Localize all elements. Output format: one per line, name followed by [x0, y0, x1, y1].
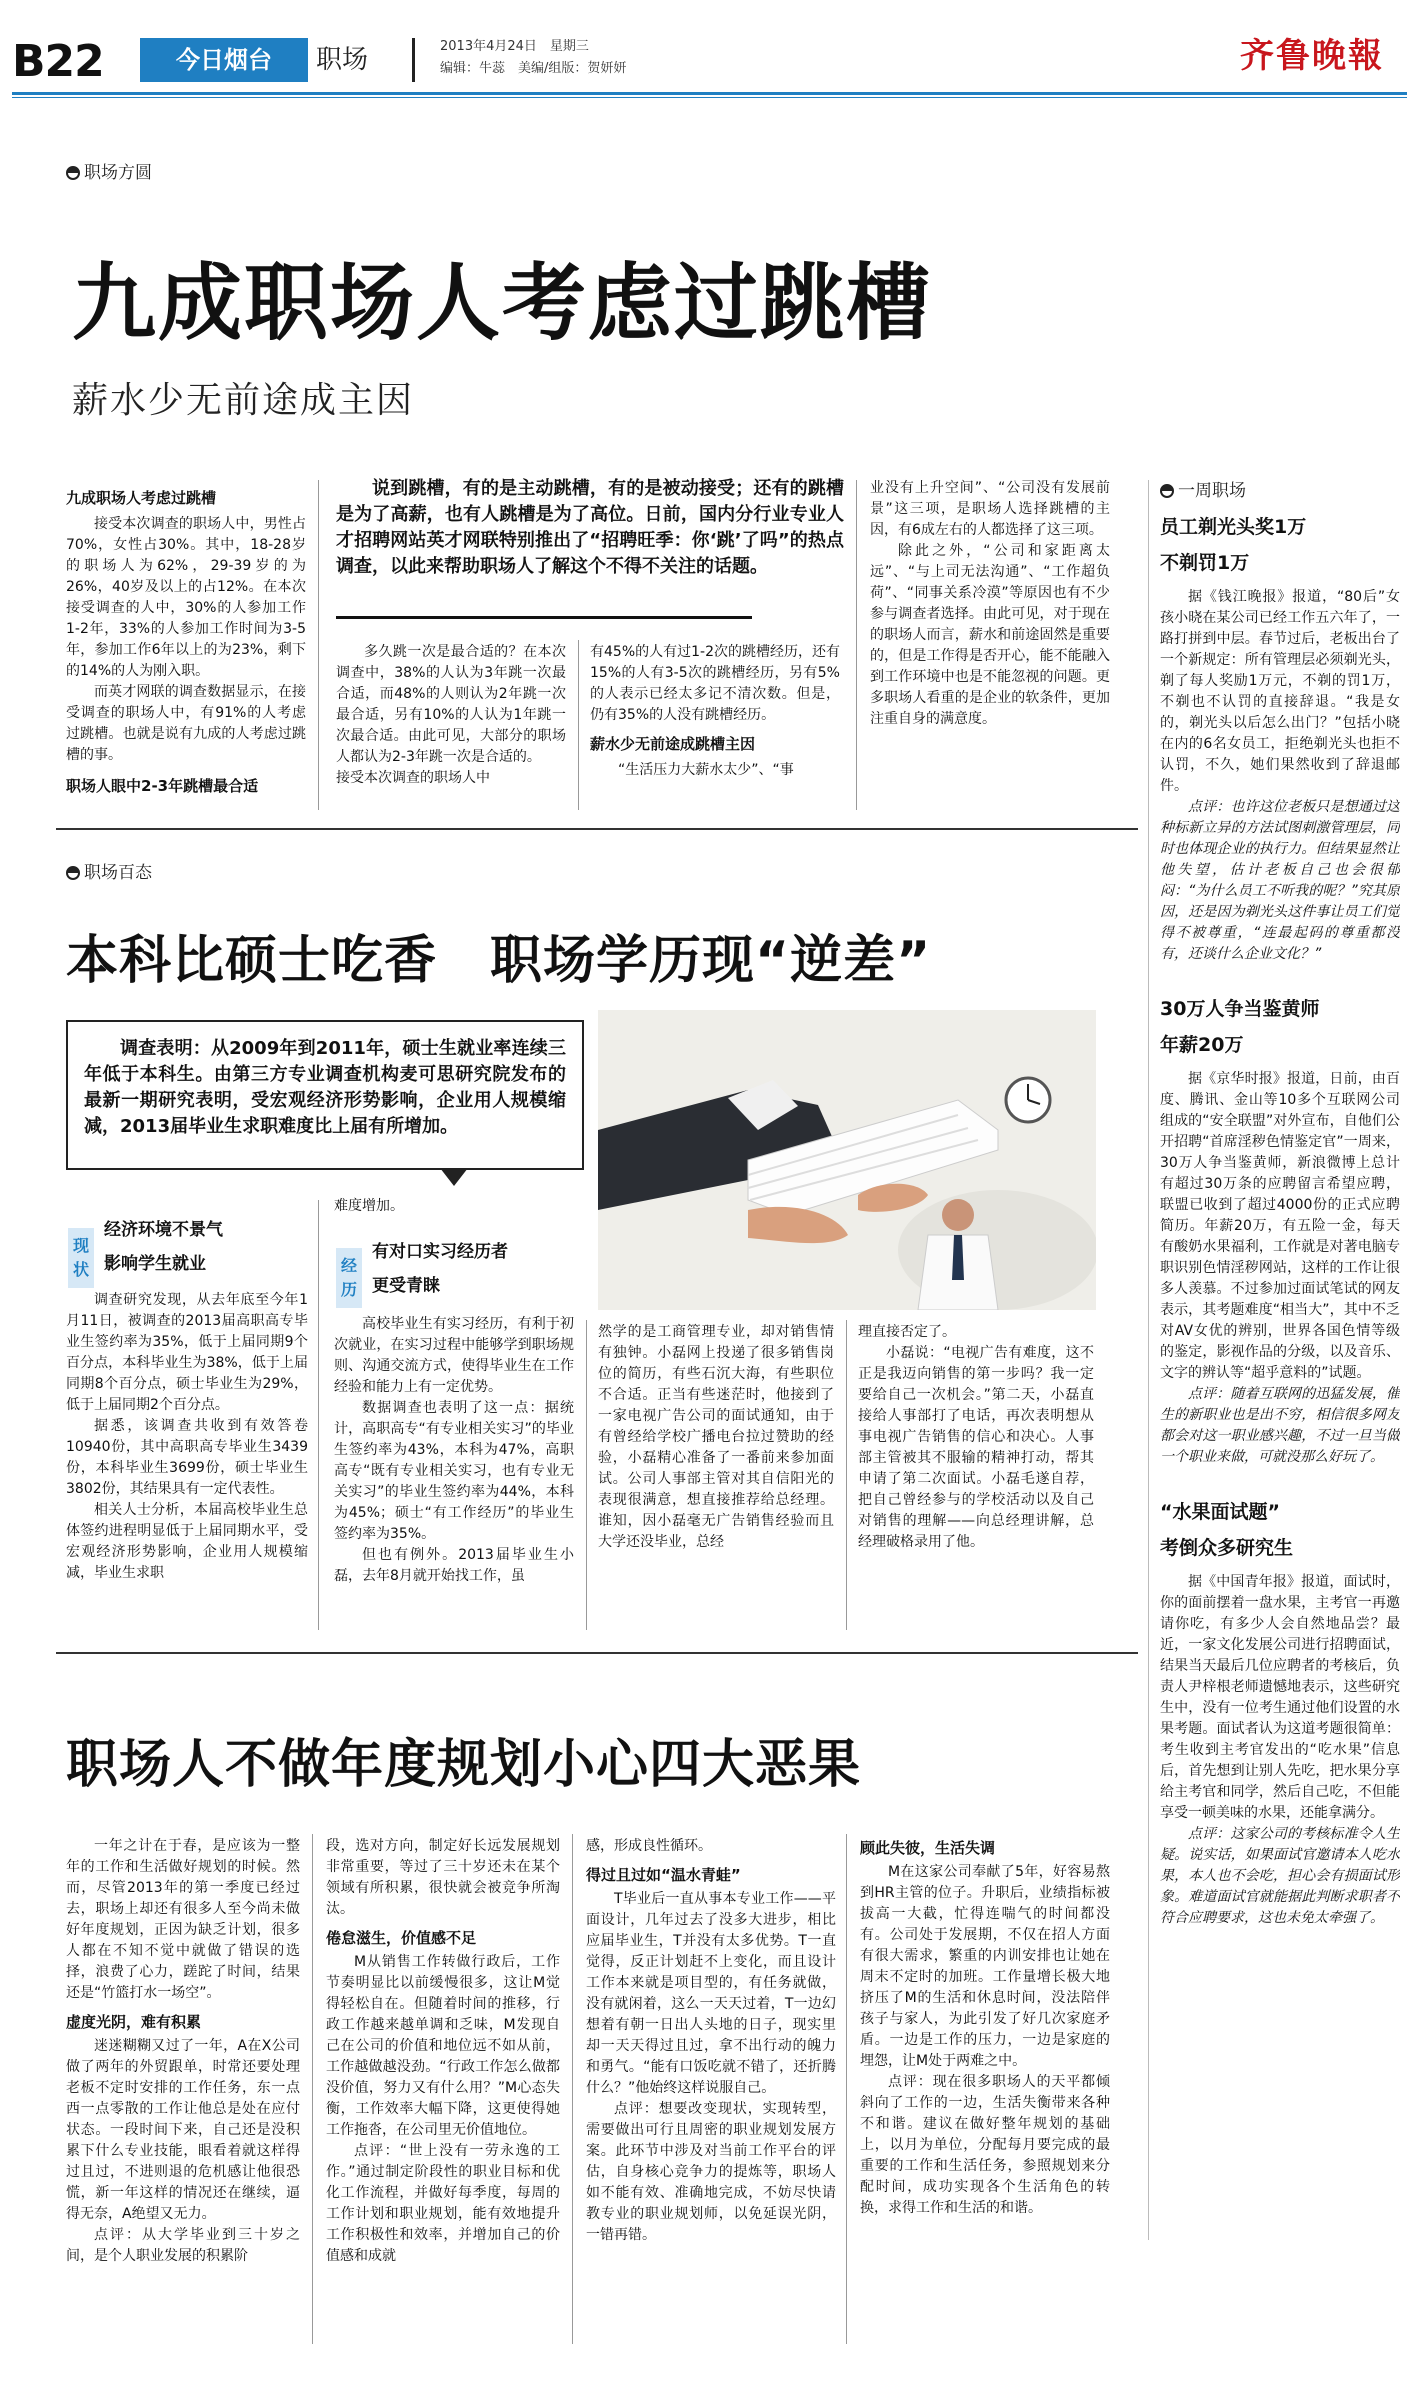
sidebar-note: 点评：也许这位老板只是想通过这种标新立异的方法试图刺激管理层，同时也体现企业的执行力。但结果显然让他失望，估计老板自己也会很郁闷：“为什么员工不听我的呢？”究其原因，还是因为剃光头这件事让员工们觉得不被尊重，“连最起码的尊重都没有，还谈什么企业文化？” [1160, 799, 1400, 962]
sidebar-title-1b: 不剃罚1万 [1160, 552, 1250, 574]
art3-head-1: 虚度光阴，难有积累 [66, 2013, 202, 2031]
art3-column-3 [586, 1836, 836, 2246]
art1-column-3 [590, 642, 840, 781]
column-rule [318, 1200, 319, 1630]
art2-para: 但也有例外。2013届毕业生小磊，去年8月就开始找工作，虽 [334, 1547, 574, 1584]
art2-col2-top: 难度增加。 [334, 1198, 404, 1214]
art3-note: 点评：从大学毕业到三十岁之间，是个人职业发展的积累阶 [66, 2227, 300, 2264]
sidebar-title-2a: 30万人争当鉴黄师 [1160, 998, 1320, 1020]
art1-lead: 说到跳槽，有的是主动跳槽，有的是被动接受；还有的跳槽是为了高薪，也有人跳槽是为了高位。日前，国内分行业专业人才招聘网站英才网联特别推出了“招聘旺季：你‘跳’了吗”的热点调查，以此来帮助职场人了解这个不得不关注的话题。 [336, 478, 844, 577]
sidebar-rule [1148, 480, 1149, 2240]
art2-subhead-1b: 影响学生就业 [104, 1254, 206, 1274]
editor-line: 编辑：牛蕊 美编/组版：贺妍妍 [440, 61, 627, 76]
date-line: 2013年4月24日 星期三 [440, 39, 589, 54]
column-rule [312, 1834, 313, 2344]
art3-para: T毕业后一直从事本专业工作——平面设计，几年过去了没多大进步，相比应届毕业生，T并没有太多优势。T一直觉得，反正计划赶不上变化，而且设计工作本来就是项目型的，有任务就做，没有就闲着，这么一天天过着，T一边幻想着有朝一日出人头地的日子，现实里却一天天得过且过，拿不出行动的魄力和勇气。“能有口饭吃就不错了，还折腾什么？”他始终这样说服自己。 [586, 1891, 836, 2096]
art2-para: 调查研究发现，从去年底至今年1月11日，被调查的2013届高职高专毕业生签约率为35%，低于上届同期9个百分点，本科毕业生为38%，低于上届同期8个百分点，硕士毕业生为29%，低于上届同期2个百分点。 [66, 1292, 308, 1413]
sidebar-note: 点评：这家公司的考核标准令人生疑。说实话，如果面试官邀请本人吃水果，本人也不会吃，担心会有损面试形象。难道面试官就能据此判断求职者不符合应聘要求，这也未免太牵强了。 [1160, 1826, 1400, 1926]
art1-head-2: 职场人眼中2-3年跳槽最合适 [66, 777, 259, 795]
column-bullet-icon [1160, 484, 1174, 498]
column-label-1: 职场方圆 [66, 158, 152, 183]
headline-3: 职场人不做年度规划小心四大恶果 [66, 1735, 862, 1795]
art3-column-2 [326, 1836, 560, 2267]
art3-para: 一年之计在于春，是应该为一整年的工作和生活做好规划的时候。然而，尽管2013年的第一季度已经过去，职场上却还有很多人至今尚未做好年度规划，正因为缺乏计划，很多人都在不知不觉中就做了错误的选择，浪费了心力，蹉跎了时间，结果还是“竹篮打水一场空”。 [66, 1838, 300, 2001]
art2-subhead-2b: 更受青睐 [372, 1276, 440, 1296]
art1-column-1 [66, 486, 306, 798]
sidebar-para: 据《钱江晚报》报道，“80后”女孩小晓在某公司已经工作五六年了，一路打拼到中层。春节过后，老板出台了一个新规定：所有管理层必须剃光头，剃了每人奖励1万元，不剃的罚1万，不剃也不认罚的直接辞退。“我是女的，剃光头以后怎么出门？”包括小晓在内的6名女员工，拒绝剃光头也拒不认罚，不久，她们果然收到了辞退邮件。 [1160, 589, 1400, 794]
sidebar-title-2b: 年薪20万 [1160, 1034, 1244, 1056]
art3-para: 段，选对方向，制定好长远发展规划非常重要，等过了三十岁还未在某个领域有所积累，很快就会被竞争所淘汰。 [326, 1838, 560, 1917]
column-rule [586, 1320, 587, 1630]
header-meta [440, 36, 626, 80]
art2-para: 理直接否定了。 [858, 1324, 956, 1340]
art2-subhead-1a: 经济环境不景气 [104, 1220, 223, 1240]
art2-column-1 [66, 1290, 308, 1584]
column-rule [578, 640, 579, 810]
sidebar-para: 据《京华时报》报道，日前，由百度、腾讯、金山等10多个互联网公司组成的“安全联盟”对外宣布，自他们公开招聘“首席淫秽色情鉴定官”一周来，30万人争当鉴黄师，新浪微博上总计有超过30万条的应聘留言希望应聘，联盟已收到了超过4000份的正式应聘简历。年薪20万，有五险一金，每天有酸奶水果福利，工作就是对著电脑专职识别色情淫秽网站，这样的工作让很多人羡慕。不过参加过面试笔试的网友表示，其考题难度“相当大”，其中不乏对AV女优的辨别，世界各国色情等级的鉴定，影视作品的分级，以及音乐、文字的辨认等“超乎意料的”试题。 [1160, 1071, 1400, 1381]
art2-column-2 [334, 1314, 574, 1587]
page-number: B22 [12, 36, 104, 87]
art3-head-4: 顾此失彼，生活失调 [860, 1839, 996, 1857]
section-name: 职场 [316, 45, 369, 75]
art3-para: 迷迷糊糊又过了一年，A在X公司做了两年的外贸跟单，时常还要处理老板不定时安排的工作任务，东一点西一点零散的工作让他总是处在应付状态。一段时间下来，自己还是没积累下什么专业技能，眼看着就这样得过且过，不进则退的危机感让他很恐慌，新一年这样的情况还在继续，逼得无奈，A绝望又无力。 [66, 2038, 300, 2222]
tag-status: 现状 [68, 1228, 94, 1288]
header-rule-thin [12, 97, 1407, 98]
art1-head-3: 薪水少无前途成跳槽主因 [590, 735, 756, 753]
headline-2: 本科比硕士吃香 职场学历现“逆差” [66, 931, 932, 991]
subheadline-1: 薪水少无前途成主因 [72, 380, 415, 421]
office-photo [598, 1010, 1096, 1310]
header-divider [412, 38, 415, 82]
art1-para: 有45%的人有过1-2次的跳槽经历，还有15%的人有3-5次的跳槽经历，另有5%的人表示已经太多记不清次数。但是，仍有35%的人没有跳槽经历。 [590, 644, 840, 723]
sidebar-title-3b: 考倒众多研究生 [1160, 1537, 1294, 1559]
art2-column-3: 然学的是工商管理专业，却对销售情有独钟。小磊网上投递了很多销售岗位的简历，有些石沉大海，有些职位不合适。正当有些迷茫时，他接到了一家电视广告公司的面试通知，由于有曾经给学校广播电台拉过赞助的经验，小磊精心准备了一番前来参加面试。公司人事部主管对其自信阳光的表现很满意，想直接推荐给总经理。谁知，因小磊毫无广告销售经验而且大学还没毕业，总经 [598, 1324, 834, 1550]
column-rule [846, 1320, 847, 1630]
section-divider [56, 828, 1138, 830]
headline-1: 九成职场人考虑过跳槽 [72, 254, 933, 352]
tag-experience: 经历 [336, 1248, 362, 1308]
column-rule [856, 480, 857, 810]
sidebar-note: 点评：随着互联网的迅猛发展，催生的新职业也是出不穷，相信很多网友都会对这一职业感兴趣，不过一旦当做一个职业来做，可就没那么好玩了。 [1160, 1386, 1400, 1465]
survey-box: 调查表明：从2009年到2011年，硕士生就业率连续三年低于本科生。由第三方专业调查机构麦可思研究院发布的最新一期研究表明，受宏观经济形势影响，企业用人规模缩减，2013届毕业生求职难度比上届有所增加。 [66, 1020, 584, 1170]
art3-para: M从销售工作转做行政后，工作节奏明显比以前缓慢很多，这让M觉得轻松自在。但随着时间的推移，行政工作越来越单调和乏味，M发现自己在公司的价值和地位远不如从前，工作越做越没劲。“行政工作怎么做都没价值，努力又有什么用？”M心态失衡，工作效率大幅下降，这更使得她工作拖沓，在公司里无价值地位。 [326, 1954, 560, 2138]
art3-note: 点评：现在很多职场人的天平都倾斜向了工作的一边，生活失衡带来各种不和谐。建议在做好整年规划的基础上，以月为单位，分配每月要完成的最重要的工作和生活任务，参照规划来分配时间，成功实现各个生活角色的转换，求得工作和生活的和谐。 [860, 2074, 1110, 2216]
art3-head-2: 倦怠滋生，价值感不足 [326, 1929, 477, 1947]
art3-column-1 [66, 1836, 300, 2267]
art1-para: 接受本次调查的职场人中，男性占70%，女性占30%。其中，18-28岁的职场人为62%，29-39岁的为26%，40岁及以上的占12%。在本次接受调查的人中，30%的人参加工作1-2年，33%的人参加工作时间为3-5年，参加工作6年以上的为23%，剩下的14%的人为刚入职。 [66, 516, 306, 679]
edition-tag: 今日烟台 [140, 38, 308, 82]
art3-para: 感，形成良性循环。 [586, 1838, 712, 1854]
art3-head-3: 得过且过如“温水青蛙” [586, 1866, 741, 1884]
column-rule [318, 480, 319, 810]
art2-para: 高校毕业生有实习经历，有利于初次就业，在实习过程中能够学到职场规则、沟通交流方式，使得毕业生在工作经验和能力上有一定优势。 [334, 1316, 574, 1395]
handing-documents-photo [598, 1010, 1096, 1310]
sidebar-para: 据《中国青年报》报道，面试时，你的面前摆着一盘水果，主考官一再邀请你吃，有多少人会自然地品尝？最近，一家文化发展公司进行招聘面试，结果当天最后几位应聘者的考核后，负责人尹梓根老师遗憾地表示，这些研究生中，没有一位考生通过他们设置的水果考题。面试者认为这道考题很简单：考生收到主考官发出的“吃水果”信息后，首先想到让别人先吃，把水果分享给主考官和同学，然后自己吃，不但能享受一顿美味的水果，还能拿满分。 [1160, 1574, 1400, 1821]
art2-column-4 [858, 1322, 1094, 1553]
art3-note: 点评：想要改变现状，实现转型，需要做出可行且周密的职业规划发展方案。此环节中涉及对当前工作平台的评估，自身核心竞争力的提炼等，职场人如不能有效、准确地完成，不妨尽快请教专业的职业规划师，以免延误光阴，一错再错。 [586, 2101, 836, 2243]
lead-underline [336, 616, 752, 619]
art2-para: 数据调查也表明了这一点：据统计，高职高专“有专业相关实习”的毕业生签约率为43%，本科为47%，高职高专“既有专业相关实习，也有专业无关实习”的毕业生签约率为44%，本科为45%；硕士“有工作经历”的毕业生签约率为35%。 [334, 1400, 574, 1542]
art1-para: 除此之外，“公司和家距离太远”、“与上司无法沟通”、“工作超负荷”、“同事关系冷漠”等原因也有不少参与调查者选择。由此可见，对于现在的职场人而言，薪水和前途固然是重要的，但是工作得是否开心，能不能融入到工作环境中也是不能忽视的问题。更多职场人看重的是企业的软条件，更加注重自身的满意度。 [870, 543, 1110, 727]
art1-head-1: 九成职场人考虑过跳槽 [66, 489, 217, 507]
section-divider [56, 1652, 1138, 1654]
header-rule [12, 92, 1407, 95]
art3-para: M在这家公司奉献了5年，好容易熬到HR主管的位子。升职后，业绩指标被拔高一大截，忙得连喘气的时间都没有。公司处于发展期，不仅在招人方面有很大需求，繁重的内训安排也让她在周末不定时的加班。工作量增长极大地挤压了M的生活和休息时间，没法陪伴孩子与家人，为此引发了好几次家庭矛盾。一边是工作的压力，一边是家庭的埋怨，让M处于两难之中。 [860, 1864, 1110, 2069]
art1-column-2: 多久跳一次是最合适的？在本次调查中，38%的人认为3年跳一次最合适，而48%的人则认为2年跳一次最合适，另有10%的人认为1年跳一次最合适。由此可见，大部分的职场人都认为2-3年跳一次是合适的。 接受本次调查的职场人中 [336, 644, 566, 786]
column-bullet-icon [66, 866, 80, 880]
art1-column-4 [870, 478, 1110, 730]
art1-para: 业没有上升空间”、“公司没有发展前景”这三项，是职场人选择跳槽的主因，有6成左右的人都选择了这三项。 [870, 480, 1110, 538]
sidebar-title-1a: 员工剃光头奖1万 [1160, 516, 1307, 538]
art1-para: “生活压力大薪水太少”、“事 [618, 762, 794, 778]
sidebar [1160, 476, 1400, 1929]
art2-subhead-2a: 有对口实习经历者 [372, 1242, 508, 1262]
newspaper-logo: 齐鲁晚報 [1240, 36, 1384, 76]
column-label-2: 职场百态 [66, 858, 152, 883]
sidebar-title-3a: “水果面试题” [1160, 1501, 1280, 1523]
column-rule [572, 1834, 573, 2344]
art1-para: 而英才网联的调查数据显示，在接受调查的职场人中，有91%的人考虑过跳槽。也就是说有九成的人考虑过跳槽的事。 [66, 684, 306, 763]
art3-column-4 [860, 1836, 1110, 2219]
art2-para: 小磊说：“电视广告有难度，这不正是我迈向销售的第一步吗？我一定要给自己一次机会。”第二天，小磊直接给人事部打了电话，再次表明想从事电视广告销售的信心和决心。人事部主管被其不服输的精神打动，帮其申请了第二次面试。小磊毛遂自荐，把自己曾经参与的学校活动以及自己对销售的理解——向总经理讲解，总经理破格录用了他。 [858, 1345, 1094, 1550]
art2-para: 相关人士分析，本届高校毕业生总体签约进程明显低于上届同期水平，受宏观经济形势影响，企业用人规模缩减，毕业生求职 [66, 1502, 308, 1581]
art2-para: 据悉，该调查共收到有效答卷10940份，其中高职高专毕业生3439份，本科毕业生3699份，硕士毕业生3802份，其结果具有一定代表性。 [66, 1418, 308, 1497]
box-pointer [440, 1168, 468, 1186]
column-bullet-icon [66, 166, 80, 180]
art3-note: 点评：“世上没有一劳永逸的工作。”通过制定阶段性的职业目标和优化工作流程，并做好每季度，每周的工作计划和职业规划，能有效地提升工作积极性和效率，并增加自己的价值感和成就 [326, 2143, 560, 2264]
sidebar-column-label: 一周职场 [1160, 476, 1400, 501]
column-rule [846, 1834, 847, 2344]
